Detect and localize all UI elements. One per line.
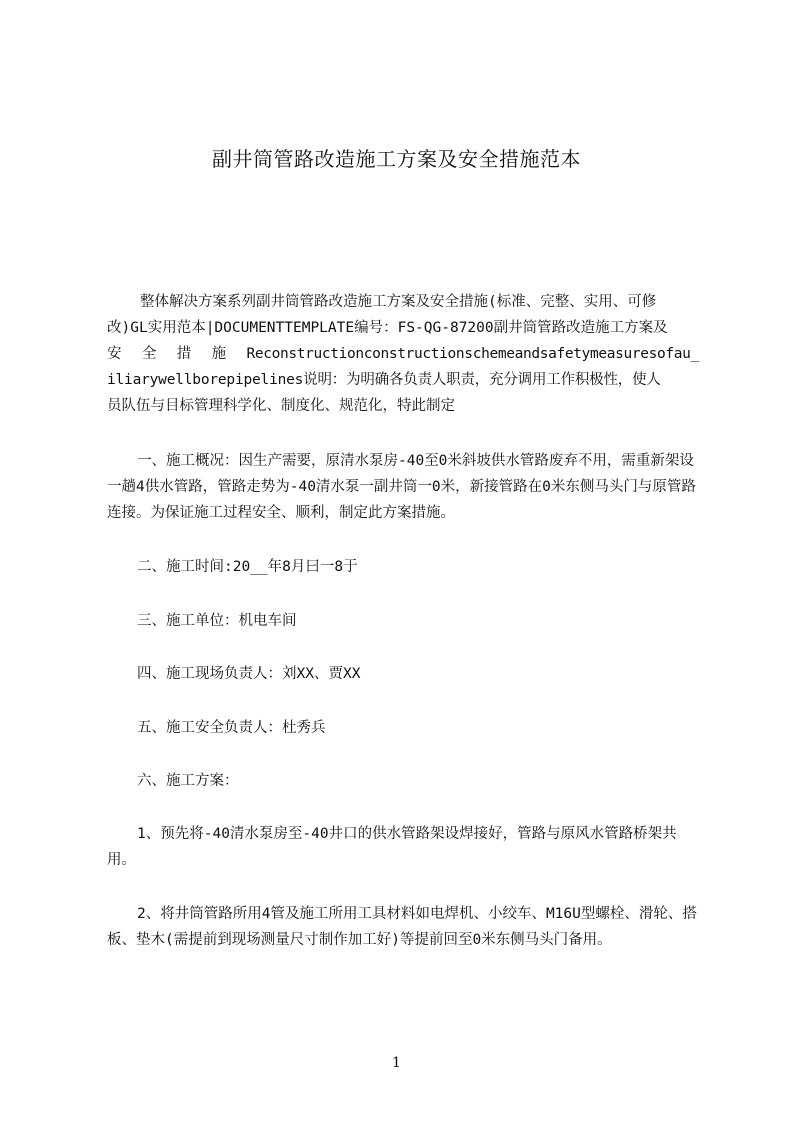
- intro-line-4: iliarywellborepipelines说明：为明确各负责人职责，充分调用工作积极性，使人: [107, 372, 661, 388]
- document-title: 副井筒管路改造施工方案及安全措施范本: [212, 147, 581, 171]
- section-2-time: 二、施工时间:20__年8月曰一8于: [137, 559, 358, 575]
- section-1-overview: 一、施工概况：因生产需要，原清水泵房-40至0米斜坡供水管路废弃不用，需重新架设一趟4供水管路，管路走势为-40清水泵一副井筒一0米，新接管路在0米东侧马头门与原管路连接。为保证施工过程安全、顺利，制定此方案措施。: [107, 453, 696, 521]
- intro-word: 全: [141, 346, 157, 362]
- intro-word: 措: [176, 346, 192, 362]
- section-3-unit: 三、施工单位：机电车间: [137, 613, 297, 629]
- plan-step-1: 1、预先将-40清水泵房至-40井口的供水管路架设焊接好，管路与原风水管路桥架共用。: [107, 826, 677, 868]
- section-5-safety-manager: 五、施工安全负责人：杜秀兵: [137, 720, 326, 736]
- section-6-plan-heading: 六、施工方案：: [137, 773, 239, 789]
- intro-line-2: 改)GL实用范本|DOCUMENTTEMPLATE编号：FS-QG-87200副井筒管路改造施工方案及: [107, 320, 668, 336]
- intro-line-1: 整体解决方案系列副井筒管路改造施工方案及安全措施(标准、完整、实用、可修: [140, 294, 657, 310]
- section-4-site-manager: 四、施工现场负责人：刘XX、贾XX: [137, 666, 361, 682]
- intro-word: Reconstructionconstructionschemeandsafetymeasuresofau_: [246, 346, 699, 362]
- intro-line-3: [107, 341, 699, 367]
- intro-word: 施: [211, 346, 227, 362]
- intro-word: 安: [107, 346, 122, 362]
- plan-step-2: 2、将井筒管路所用4管及施工所用工具材料如电焊机、小绞车、M16U型螺栓、滑轮、搭板、垫木(需提前到现场测量尺寸制作加工好)等提前回至0米东侧马头门备用。: [107, 906, 697, 948]
- intro-line-5: 员队伍与目标管理科学化、制度化、规范化，特此制定: [107, 398, 455, 414]
- intro-paragraph: [107, 289, 699, 419]
- page-number: 1: [392, 1055, 401, 1071]
